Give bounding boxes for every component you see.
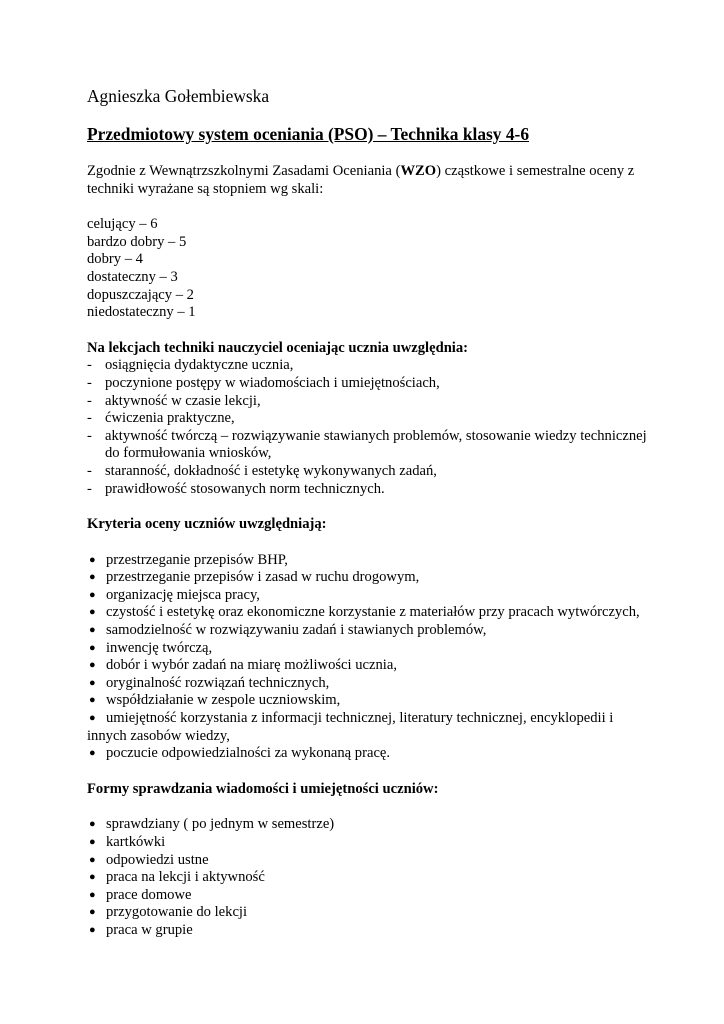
list-item: [87, 904, 647, 922]
criteria-list: [87, 552, 647, 763]
list-item-text: poczynione postępy w wiadomościach i umiejętnościach,: [105, 374, 440, 391]
grade-scale-item: dobry – 4: [87, 251, 143, 268]
list-item: [87, 834, 647, 852]
list-item-text: przestrzeganie przepisów BHP,: [106, 551, 288, 568]
list-item: [87, 887, 647, 905]
grade-scale-item: celujący – 6: [87, 216, 158, 233]
list-item: [87, 428, 647, 463]
bullet-icon: ●: [89, 712, 96, 725]
assessment-list: [87, 357, 647, 498]
bullet-icon: ●: [89, 888, 96, 901]
list-item: [87, 640, 647, 658]
list-item-text: prace domowe: [106, 886, 192, 903]
document-page: [87, 86, 647, 940]
list-item: [87, 552, 647, 570]
assessment-heading: Na lekcjach techniki nauczyciel oceniając ucznia uwzględnia:: [87, 339, 469, 356]
criteria-heading: Kryteria oceny uczniów uwzględniają:: [87, 516, 327, 533]
intro-text-before: Zgodnie z Wewnątrzszkolnymi Zasadami Oceniania (: [87, 163, 401, 179]
list-item: [87, 657, 647, 675]
bullet-icon: ●: [89, 606, 96, 619]
bullet-icon: ●: [89, 871, 96, 884]
list-item-text: odpowiedzi ustne: [106, 851, 209, 868]
grade-scale-item: dostateczny – 3: [87, 268, 178, 285]
grade-scale-item: dopuszczający – 2: [87, 286, 194, 303]
bullet-icon: ●: [89, 571, 96, 584]
list-item-text: współdziałanie w zespole uczniowskim,: [106, 692, 341, 709]
list-item: [87, 569, 647, 587]
list-item-text: samodzielność w rozwiązywaniu zadań i stawianych problemów,: [106, 622, 487, 639]
bullet-icon: ●: [89, 836, 96, 848]
bullet-icon: ●: [89, 676, 96, 689]
list-item: [87, 869, 647, 887]
bullet-icon: ●: [89, 747, 96, 760]
list-item-text: prawidłowość stosowanych norm technicznych.: [105, 480, 385, 497]
grade-scale-item: niedostateczny – 1: [87, 304, 196, 321]
list-item: [87, 587, 647, 605]
list-item: [87, 481, 647, 499]
grade-scale-item: bardzo dobry – 5: [87, 233, 187, 250]
intro-paragraph: [87, 163, 647, 198]
list-item-text: poczucie odpowiedzialności za wykonaną pracę.: [106, 745, 391, 762]
list-item-text: praca na lekcji i aktywność: [106, 869, 265, 886]
dash-marker: -: [87, 374, 92, 391]
list-item: [87, 816, 647, 834]
bullet-icon: ●: [89, 923, 96, 936]
verification-forms-list: [87, 816, 647, 939]
list-item-text: przestrzeganie przepisów i zasad w ruchu drogowym,: [106, 569, 420, 586]
list-item-text: inwencję twórczą,: [106, 639, 213, 656]
list-item: [87, 604, 647, 622]
verification-forms-heading: Formy sprawdzania wiadomości i umiejętności uczniów:: [87, 780, 439, 797]
bullet-icon: ●: [89, 553, 96, 566]
list-item: [87, 745, 647, 763]
list-item: [87, 852, 647, 870]
list-item: [87, 357, 647, 375]
list-item-text: osiągnięcia dydaktyczne ucznia,: [105, 357, 294, 374]
list-item-text: dobór i wybór zadań na miarę możliwości ucznia,: [106, 657, 397, 674]
list-item-text: przygotowanie do lekcji: [106, 904, 248, 921]
bullet-icon: ●: [89, 624, 96, 637]
list-item-text: aktywność w czasie lekcji,: [105, 392, 261, 409]
list-item-text: ćwiczenia praktyczne,: [105, 410, 235, 427]
dash-marker: -: [87, 480, 92, 497]
list-item-text: aktywność twórczą – rozwiązywanie stawianych problemów, stosowanie wiedzy technicznej do formułowania wniosków,: [105, 427, 647, 462]
list-item-text: umiejętność korzystania z informacji technicznej, literatury technicznej, encyklopedii i innych zasobów wiedzy,: [87, 710, 614, 744]
bullet-icon: ●: [89, 659, 96, 672]
list-item-text: organizację miejsca pracy,: [106, 586, 260, 603]
list-item: [87, 410, 647, 428]
list-item-text: sprawdziany ( po jednym w semestrze): [106, 816, 335, 833]
list-item-text: praca w grupie: [106, 921, 193, 938]
bullet-icon: ●: [89, 906, 96, 919]
grade-scale-list: [87, 216, 647, 322]
dash-marker: -: [87, 410, 92, 427]
bullet-icon: ●: [89, 818, 96, 831]
list-item: [87, 463, 647, 481]
dash-marker: -: [87, 462, 92, 479]
list-item: [87, 692, 647, 710]
list-item: [87, 375, 647, 393]
bullet-icon: ●: [89, 694, 96, 707]
list-item-text: czystość i estetykę oraz ekonomiczne korzystanie z materiałów przy pracach wytwórczych,: [106, 604, 640, 621]
bullet-icon: ●: [89, 641, 96, 654]
list-item: [87, 922, 647, 940]
list-item: [87, 710, 647, 745]
list-item: [87, 393, 647, 411]
dash-marker: -: [87, 427, 92, 444]
list-item-text: kartkówki: [106, 834, 166, 850]
dash-marker: -: [87, 392, 92, 409]
bullet-icon: ●: [89, 853, 96, 866]
intro-text-after: ) cząstkowe i semestralne oceny z techniki wyrażane są stopniem wg skali:: [87, 163, 635, 197]
list-item: [87, 675, 647, 693]
list-item-text: staranność, dokładność i estetykę wykonywanych zadań,: [105, 462, 437, 479]
list-item-text: oryginalność rozwiązań technicznych,: [106, 674, 330, 691]
author-name: Agnieszka Gołembiewska: [87, 86, 270, 106]
bullet-icon: ●: [89, 588, 96, 601]
intro-text-bold: WZO: [400, 163, 437, 179]
dash-marker: -: [87, 357, 92, 374]
document-title: Przedmiotowy system oceniania (PSO) – Technika klasy 4-6: [87, 124, 530, 144]
list-item: [87, 622, 647, 640]
